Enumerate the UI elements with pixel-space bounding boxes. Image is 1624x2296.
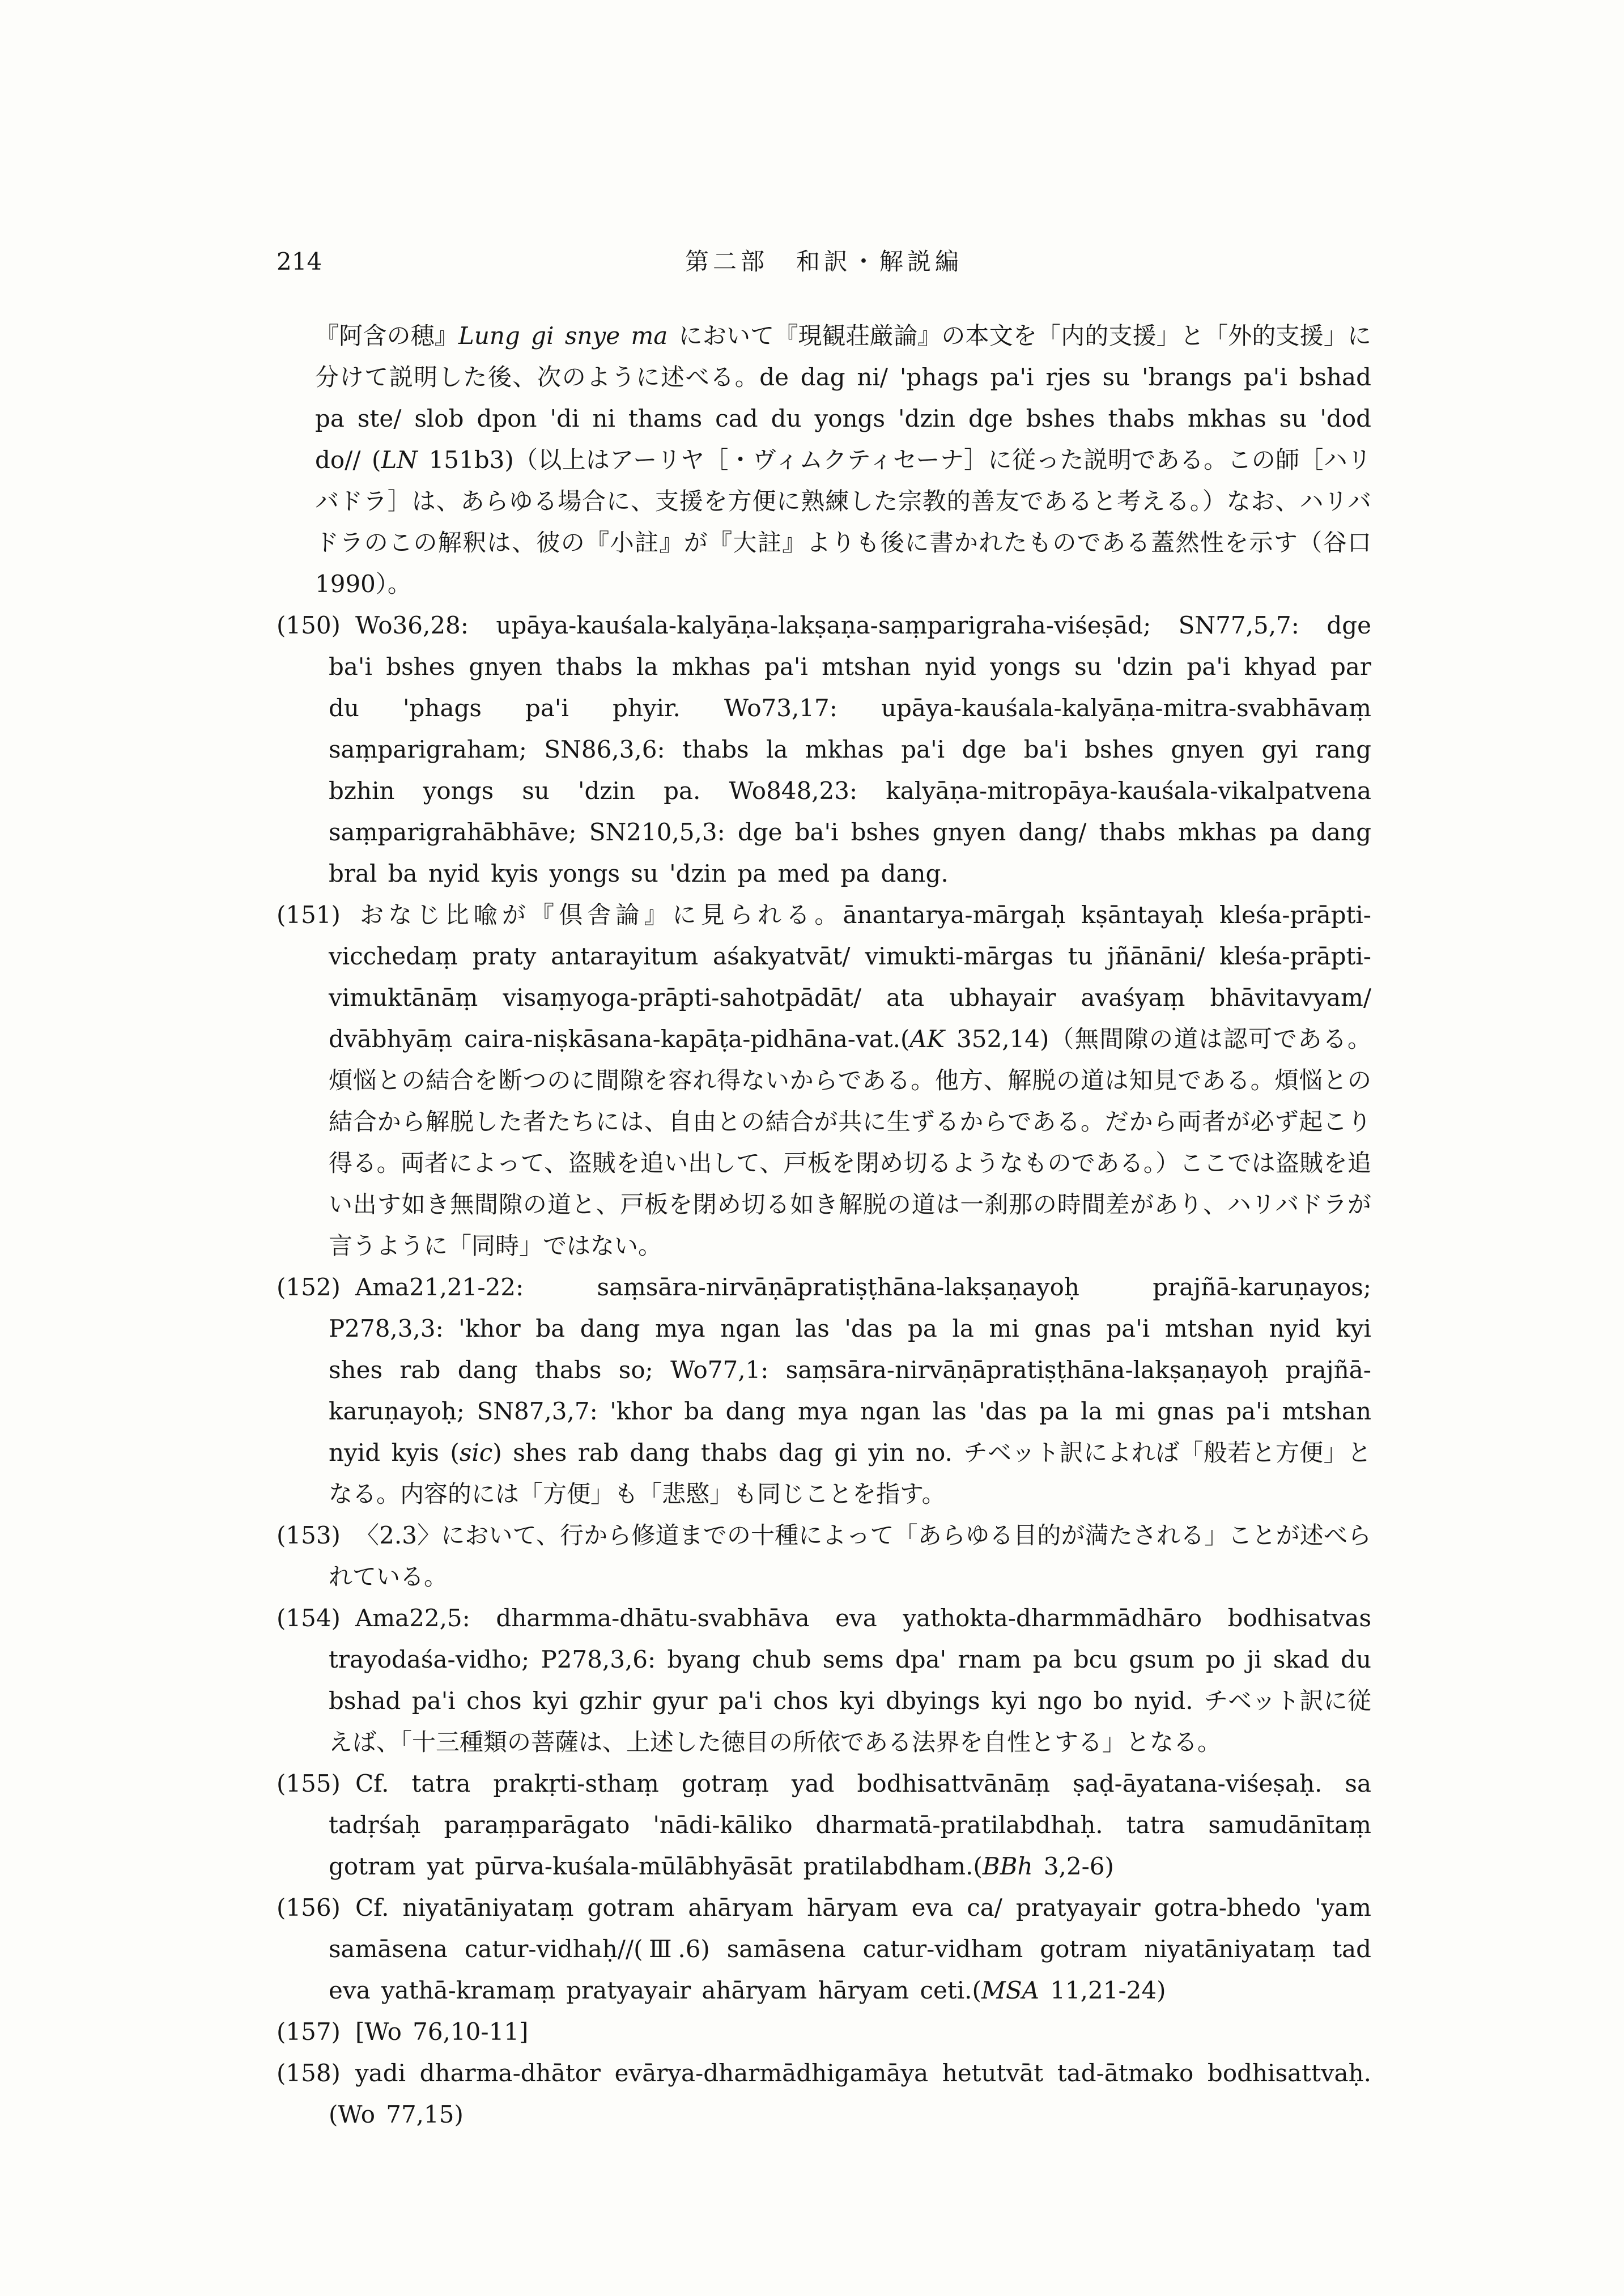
- page-content: [277, 315, 1371, 2135]
- note-text-segment: ) shes rab dang thabs dag gi yin no. チベット訳によれば「般若と方便」となる。内容的には「方便」も「悲愍」も同じことを指す。: [329, 1439, 1371, 1508]
- note-number: (151): [277, 901, 341, 929]
- note-text-segment: Ama21,21-22: saṃsāra-nirvāṇāpratiṣṭhāna-lakṣaṇayoḥ prajñā-karuṇayos; P278,3,3: 'khor ba dang mya ngan las 'das pa la mi gnas pa'i mtshan nyid kyi shes rab dang thabs so; Wo77,1: saṃsāra-nirvāṇāpratiṣṭhāna-lakṣaṇayoḥ prajñā-karuṇayoḥ; SN87,3,7: 'khor ba dang mya ngan las 'das pa la mi gnas pa'i mtshan nyid kyis (: [329, 1273, 1371, 1466]
- note-item: [277, 1515, 1371, 1597]
- note-text-segment: BBh: [982, 1852, 1033, 1880]
- note-text-segment: Wo36,28: upāya-kauśala-kalyāṇa-lakṣaṇa-saṃparigraha-viśeṣād; SN77,5,7: dge ba'i bshes gnyen thabs la mkhas pa'i mtshan nyid yongs su 'dzin pa'i khyad par du 'phags pa'i phyir. Wo73,17: upāya-kauśala-kalyāṇa-mitra-svabhāvaṃ saṃparigraham; SN86,3,6: thabs la mkhas pa'i dge ba'i bshes gnyen gyi rang bzhin yongs su 'dzin pa. Wo848,23: kalyāṇa-mitropāya-kauśala-vikalpatvena saṃparigrahābhāve; SN210,5,3: dge ba'i bshes gnyen dang/ thabs mkhas pa dang bral ba nyid kyis yongs su 'dzin pa med pa dang.: [329, 611, 1371, 887]
- note-text-segment: 〈2.3〉において、行から修道までの十種によって「あらゆる目的が満たされる」ことが述べられている。: [329, 1521, 1371, 1591]
- note-item: [277, 2052, 1371, 2135]
- intro-text-segment: Lung gi snye ma: [458, 322, 668, 350]
- note-text-segment: Cf. tatra prakṛti-sthaṃ gotraṃ yad bodhisattvānāṃ ṣaḍ-āyatana-viśeṣaḥ. sa tadṛśaḥ paraṃparāgato 'nādi-kāliko dharmatā-pratilabdhaḥ. tatra samudānītaṃ gotram yat pūrva-kuśala-mūlābhyāsāt pratilabdham.(: [329, 1770, 1371, 1880]
- note-number: (154): [277, 1604, 341, 1632]
- page-header: [277, 241, 1371, 283]
- note-text-segment: sic: [459, 1439, 493, 1466]
- page-number: 214: [277, 248, 322, 275]
- intro-text-segment: 『阿含の穂』: [315, 322, 458, 350]
- intro-paragraph: [315, 315, 1371, 605]
- note-text-segment: Cf. niyatāniyataṃ gotram ahāryam hāryam eva ca/ pratyayair gotra-bhedo 'yam samāsena catur-vidhaḥ//(Ⅲ.6) samāsena catur-vidham gotram niyatāniyataṃ tad eva yathā-kramaṃ pratyayair ahāryam hāryam ceti.(: [329, 1894, 1371, 2004]
- note-item: [277, 2011, 1371, 2052]
- note-item: [277, 1763, 1371, 1887]
- note-text-segment: 352,14)（無間隙の道は認可である。煩悩との結合を断つのに間隙を容れ得ないからである。他方、解脱の道は知見である。煩悩との結合から解脱した者たちには、自由との結合が共に生ずるからである。だから両者が必ず起こり得る。両者によって、盗賊を追い出して、戸板を閉め切るようなものである。）ここでは盗賊を追い出す如き無間隙の道と、戸板を閉め切る如き解脱の道は一刹那の時間差があり、ハリバドラが言うように「同時」ではない。: [329, 1025, 1371, 1260]
- note-item: [277, 894, 1371, 1266]
- intro-text-segment: において『現観荘厳論』の本文を「内的支援」と「外的支援」に分けて説明した後、次のように述べる。de dag ni/ 'phags pa'i rjes su 'brangs pa'i bshad pa ste/ slob dpon 'di ni thams cad du yongs 'dzin dge bshes thabs mkhas su 'dod do// (: [315, 322, 1371, 474]
- note-item: [277, 1887, 1371, 2011]
- page-header-title: 第二部 和訳・解説編: [685, 248, 963, 275]
- note-number: (153): [277, 1521, 341, 1549]
- note-number: (155): [277, 1770, 341, 1797]
- note-item: [277, 1597, 1371, 1763]
- note-text-segment: MSA: [981, 1976, 1039, 2004]
- note-text-segment: おなじ比喩が『倶舎論』に見られる。ānantarya-mārgaḥ kṣāntayaḥ kleśa-prāpti-vicchedaṃ praty antarayitum aśakyatvāt/ vimukti-mārgas tu jñānāni/ kleśa-prāpti-vimuktānāṃ visaṃyoga-prāpti-sahotpādāt/ ata ubhayair avaśyaṃ bhāvitavyam/ dvābhyāṃ caira-niṣkāsana-kapāṭa-pidhāna-vat.(: [329, 901, 1371, 1053]
- note-text-segment: yadi dharma-dhātor evārya-dharmādhigamāya hetutvāt tad-ātmako bodhisattvaḥ. (Wo 77,15): [329, 2059, 1371, 2128]
- note-number: (158): [277, 2059, 341, 2087]
- note-text-segment: AK: [909, 1025, 945, 1053]
- note-text-segment: Ama22,5: dharmma-dhātu-svabhāva eva yathokta-dharmmādhāro bodhisatvas trayodaśa-vidho; P278,3,6: byang chub sems dpa' rnam pa bcu gsum po ji skad du bshad pa'i chos kyi gzhir gyur pa'i chos kyi dbyings kyi ngo bo nyid. チベット訳に従えば、「十三種類の菩薩は、上述した徳目の所依である法界を自性とする」となる。: [329, 1604, 1371, 1756]
- note-text-segment: 3,2-6): [1032, 1852, 1114, 1880]
- note-number: (157): [277, 2018, 341, 2046]
- note-text-segment: 11,21-24): [1039, 1976, 1166, 2004]
- intro-text-segment: LN: [381, 446, 418, 474]
- note-item: [277, 605, 1371, 894]
- note-item: [277, 1266, 1371, 1515]
- note-text-segment: [Wo 76,10-11]: [355, 2018, 529, 2046]
- notes-list: [277, 605, 1371, 2135]
- note-number: (152): [277, 1273, 341, 1301]
- note-number: (156): [277, 1894, 341, 1921]
- note-number: (150): [277, 611, 341, 639]
- intro-text-segment: 151b3)（以上はアーリヤ［・ヴィムクティセーナ］に従った説明である。この師［ハリバドラ］は、あらゆる場合に、支援を方便に熟練した宗教的善友であると考える。）なお、ハリバドラのこの解釈は、彼の『小註』が『大註』よりも後に書かれたものである蓋然性を示す（谷口 1990）。: [315, 446, 1372, 598]
